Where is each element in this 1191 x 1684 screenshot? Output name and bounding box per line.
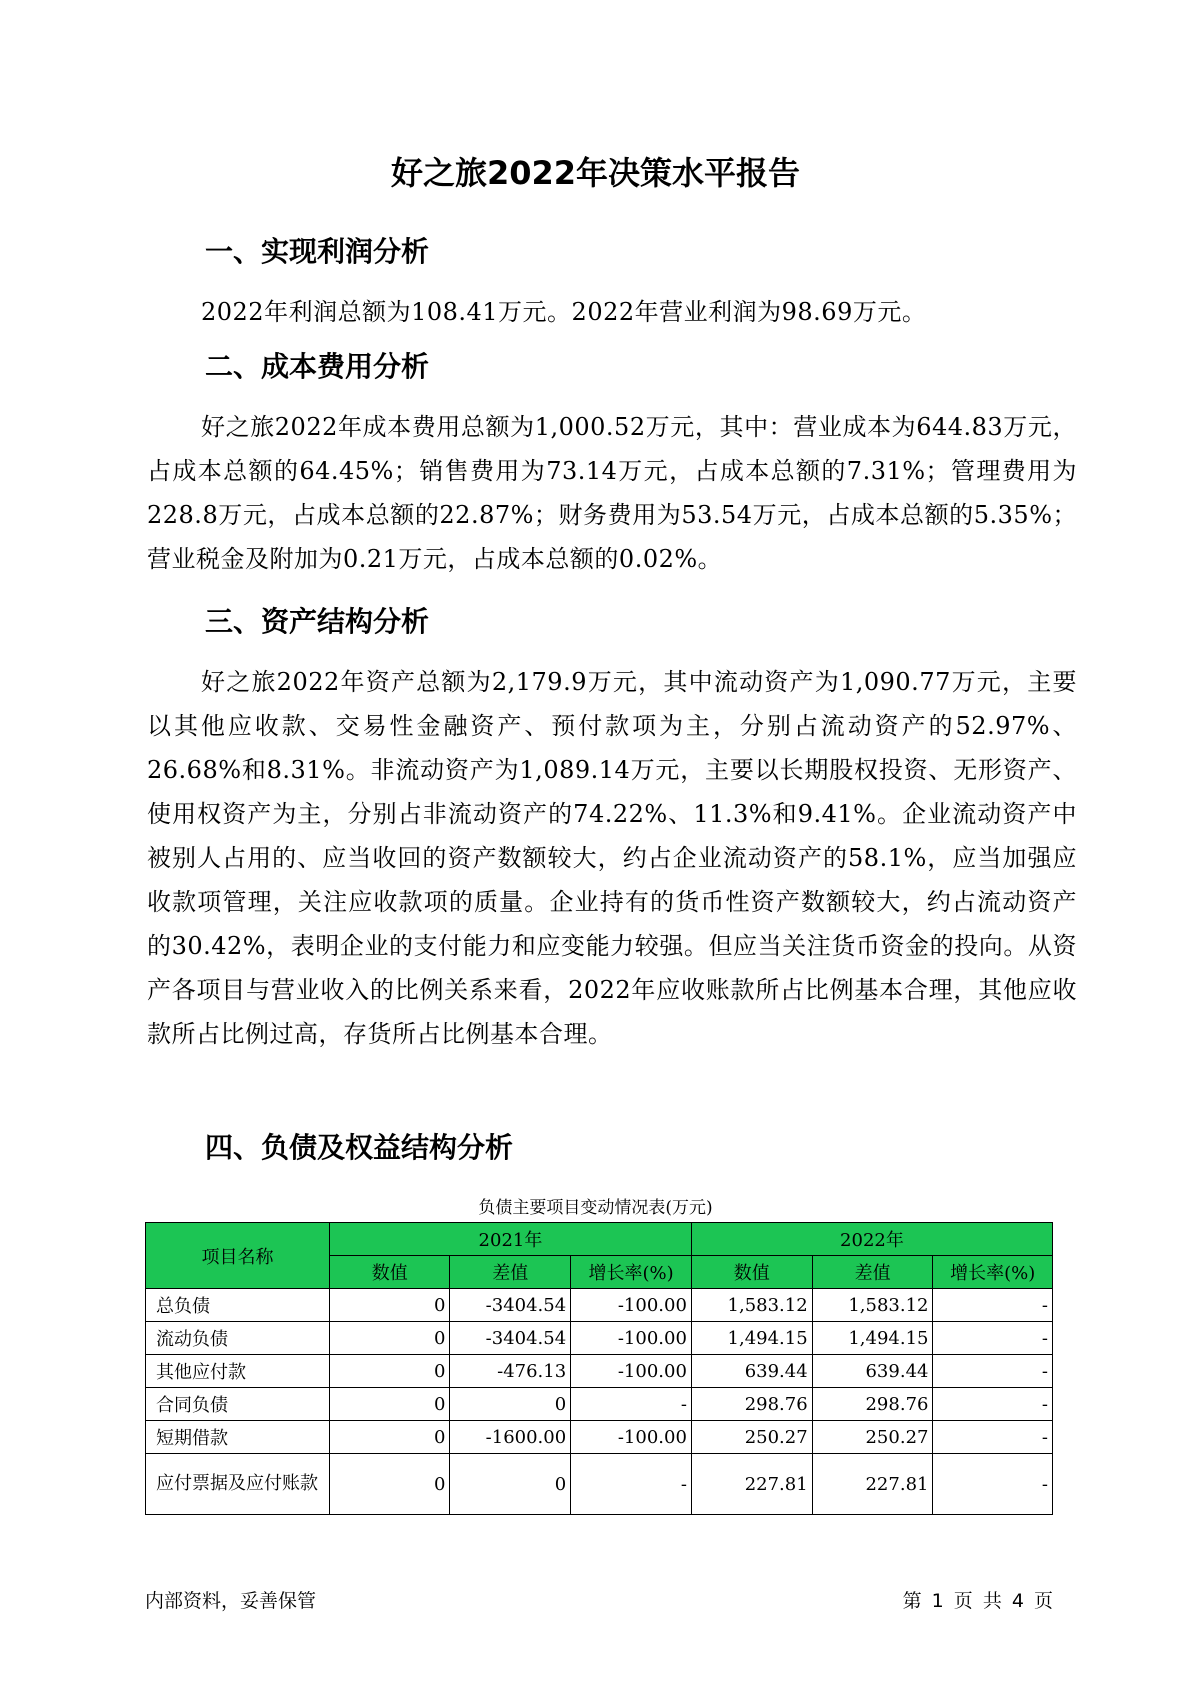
row-name: 短期借款 bbox=[146, 1421, 330, 1454]
row-name: 应付票据及应付账款 bbox=[146, 1454, 330, 1515]
liabilities-table bbox=[145, 1222, 1053, 1515]
table-row bbox=[146, 1421, 1053, 1454]
cell: 639.44 bbox=[812, 1355, 933, 1388]
cell: - bbox=[571, 1388, 692, 1421]
subheader-diff-2022: 差值 bbox=[812, 1256, 933, 1289]
report-title: 好之旅2022年决策水平报告 bbox=[390, 154, 801, 192]
cell: -100.00 bbox=[571, 1322, 692, 1355]
section-text-profit: 2022年利润总额为108.41万元。2022年营业利润为98.69万元。 bbox=[201, 298, 927, 326]
cell: 227.81 bbox=[691, 1454, 812, 1515]
cell: 1,494.15 bbox=[691, 1322, 812, 1355]
cell: 227.81 bbox=[812, 1454, 933, 1515]
header-year-2022: 2022年 bbox=[691, 1223, 1052, 1256]
subheader-diff-2021: 差值 bbox=[450, 1256, 571, 1289]
cell: -3404.54 bbox=[450, 1322, 571, 1355]
cell: - bbox=[933, 1454, 1053, 1515]
subheader-value-2022: 数值 bbox=[691, 1256, 812, 1289]
section-heading-profit: 一、实现利润分析 bbox=[205, 235, 430, 268]
cell: 639.44 bbox=[691, 1355, 812, 1388]
table-row bbox=[146, 1355, 1053, 1388]
section-text-cost: 好之旅2022年成本费用总额为1,000.52万元，其中：营业成本为644.83万元，占成本总额的64.45%；销售费用为73.14万元，占成本总额的7.31%；管理费用为228.8万元，占成本总额的22.87%；财务费用为53.54万元，占成本总额的5.35%；营业税金及附加为0.21万元，占成本总额的0.02%。 bbox=[147, 413, 1077, 573]
cell: 0 bbox=[330, 1355, 450, 1388]
footer-page-number: 第 1 页 共 4 页 bbox=[902, 1590, 1053, 1612]
subheader-growth-2021: 增长率(%) bbox=[571, 1256, 692, 1289]
section-text-assets: 好之旅2022年资产总额为2,179.9万元，其中流动资产为1,090.77万元，主要以其他应收款、交易性金融资产、预付款项为主，分别占流动资产的52.97%、26.68%和8.31%。非流动资产为1,089.14万元，主要以长期股权投资、无形资产、使用权资产为主，分别占非流动资产的74.22%、11.3%和9.41%。企业流动资产中被别人占用的、应当收回的资产数额较大，约占企业流动资产的58.1%，应当加强应收款项管理，关注应收款项的质量。企业持有的货币性资产数额较大，约占流动资产的30.42%，表明企业的支付能力和应变能力较强。但应当关注货币资金的投向。从资产各项目与营业收入的比例关系来看，2022年应收账款所占比例基本合理，其他应收款所占比例过高，存货所占比例基本合理。 bbox=[147, 668, 1077, 1048]
cell: 0 bbox=[330, 1421, 450, 1454]
header-year-2021: 2021年 bbox=[330, 1223, 692, 1256]
cell: -476.13 bbox=[450, 1355, 571, 1388]
table-caption: 负债主要项目变动情况表(万元) bbox=[478, 1198, 713, 1218]
cell: 0 bbox=[330, 1289, 450, 1322]
cell: -100.00 bbox=[571, 1289, 692, 1322]
row-name: 合同负债 bbox=[146, 1388, 330, 1421]
cell: 1,583.12 bbox=[691, 1289, 812, 1322]
cell: -3404.54 bbox=[450, 1289, 571, 1322]
cell: 0 bbox=[450, 1454, 571, 1515]
cell: 250.27 bbox=[812, 1421, 933, 1454]
cell: - bbox=[933, 1322, 1053, 1355]
cell: -100.00 bbox=[571, 1421, 692, 1454]
table-row bbox=[146, 1322, 1053, 1355]
cell: 0 bbox=[330, 1388, 450, 1421]
section-heading-assets: 三、资产结构分析 bbox=[205, 605, 430, 638]
cell: 0 bbox=[450, 1388, 571, 1421]
cell: - bbox=[933, 1355, 1053, 1388]
cell: 298.76 bbox=[691, 1388, 812, 1421]
table-row bbox=[146, 1454, 1053, 1515]
subheader-value-2021: 数值 bbox=[330, 1256, 450, 1289]
cell: -100.00 bbox=[571, 1355, 692, 1388]
footer-confidential-note: 内部资料，妥善保管 bbox=[145, 1590, 317, 1612]
cell: 298.76 bbox=[812, 1388, 933, 1421]
subheader-growth-2022: 增长率(%) bbox=[933, 1256, 1053, 1289]
cell: - bbox=[933, 1421, 1053, 1454]
section-heading-liabilities: 四、负债及权益结构分析 bbox=[205, 1131, 514, 1164]
cell: 1,583.12 bbox=[812, 1289, 933, 1322]
cell: 1,494.15 bbox=[812, 1322, 933, 1355]
cell: - bbox=[571, 1454, 692, 1515]
row-name: 流动负债 bbox=[146, 1322, 330, 1355]
cell: - bbox=[933, 1388, 1053, 1421]
header-item-name: 项目名称 bbox=[146, 1223, 330, 1289]
cell: 0 bbox=[330, 1454, 450, 1515]
table-row bbox=[146, 1388, 1053, 1421]
cell: -1600.00 bbox=[450, 1421, 571, 1454]
table-row bbox=[146, 1289, 1053, 1322]
cell: 250.27 bbox=[691, 1421, 812, 1454]
section-heading-cost: 二、成本费用分析 bbox=[205, 350, 430, 383]
cell: 0 bbox=[330, 1322, 450, 1355]
row-name: 其他应付款 bbox=[146, 1355, 330, 1388]
row-name: 总负债 bbox=[146, 1289, 330, 1322]
cell: - bbox=[933, 1289, 1053, 1322]
